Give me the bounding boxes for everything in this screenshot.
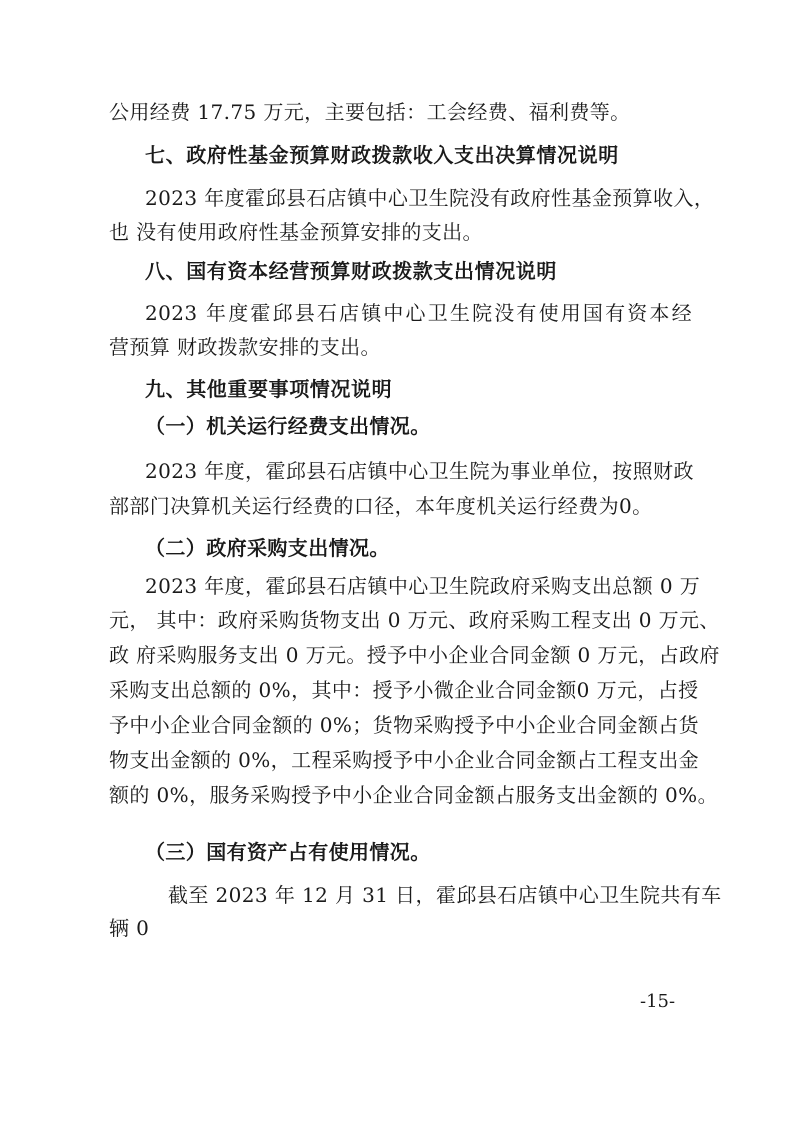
- paragraph-line: 政 府采购服务支出 0 万元。授予中小企业合同金额 0 万元，占政府: [109, 643, 720, 667]
- subsection-heading-1: （一）机关运行经费支出情况。: [145, 414, 431, 438]
- paragraph-line: 公用经费 17.75 万元，主要包括：工会经费、福利费等。: [109, 100, 631, 124]
- page-number: -15-: [640, 991, 676, 1012]
- section-heading-7: 七、政府性基金预算财政拨款收入支出决算情况说明: [145, 143, 619, 167]
- paragraph-line: 予中小企业合同金额的 0%；货物采购授予中小企业合同金额占货: [109, 713, 700, 737]
- paragraph-line: 采购支出总额的 0%，其中：授予小微企业合同金额0 万元，占授: [109, 678, 699, 702]
- paragraph-line: 也 没有使用政府性基金预算安排的支出。: [109, 220, 483, 244]
- paragraph-line: 额的 0%，服务采购授予中小企业合同金额占服务支出金额的 0%。: [109, 783, 718, 807]
- paragraph-line: 2023 年度，霍邱县石店镇中心卫生院政府采购支出总额 0 万: [145, 574, 701, 598]
- paragraph-line: 2023 年度，霍邱县石店镇中心卫生院为事业单位，按照财政: [145, 459, 694, 483]
- subsection-heading-3: （三）国有资产占有使用情况。: [145, 840, 431, 864]
- paragraph-line: 元， 其中：政府采购货物支出 0 万元、政府采购工程支出 0 万元、: [109, 608, 720, 632]
- paragraph-line: 截至 2023 年 12 月 31 日，霍邱县石店镇中心卫生院共有车: [168, 883, 722, 907]
- paragraph-line: 2023 年度霍邱县石店镇中心卫生院没有政府性基金预算收入，: [145, 186, 715, 210]
- paragraph-line: 营预算 财政拨款安排的支出。: [109, 335, 381, 359]
- subsection-heading-2: （二）政府采购支出情况。: [145, 536, 390, 560]
- paragraph-line: 2023 年度霍邱县石店镇中心卫生院没有使用国有资本经: [145, 301, 692, 325]
- section-heading-8: 八、国有资本经营预算财政拨款支出情况说明: [145, 259, 557, 283]
- paragraph-line: 部部门决算机关运行经费的口径，本年度机关运行经费为0。: [109, 494, 653, 518]
- section-heading-9: 九、其他重要事项情况说明: [145, 377, 393, 401]
- paragraph-line: 物支出金额的 0%，工程采购授予中小企业合同金额占工程支出金: [109, 748, 700, 772]
- paragraph-line: 辆 0: [109, 916, 150, 940]
